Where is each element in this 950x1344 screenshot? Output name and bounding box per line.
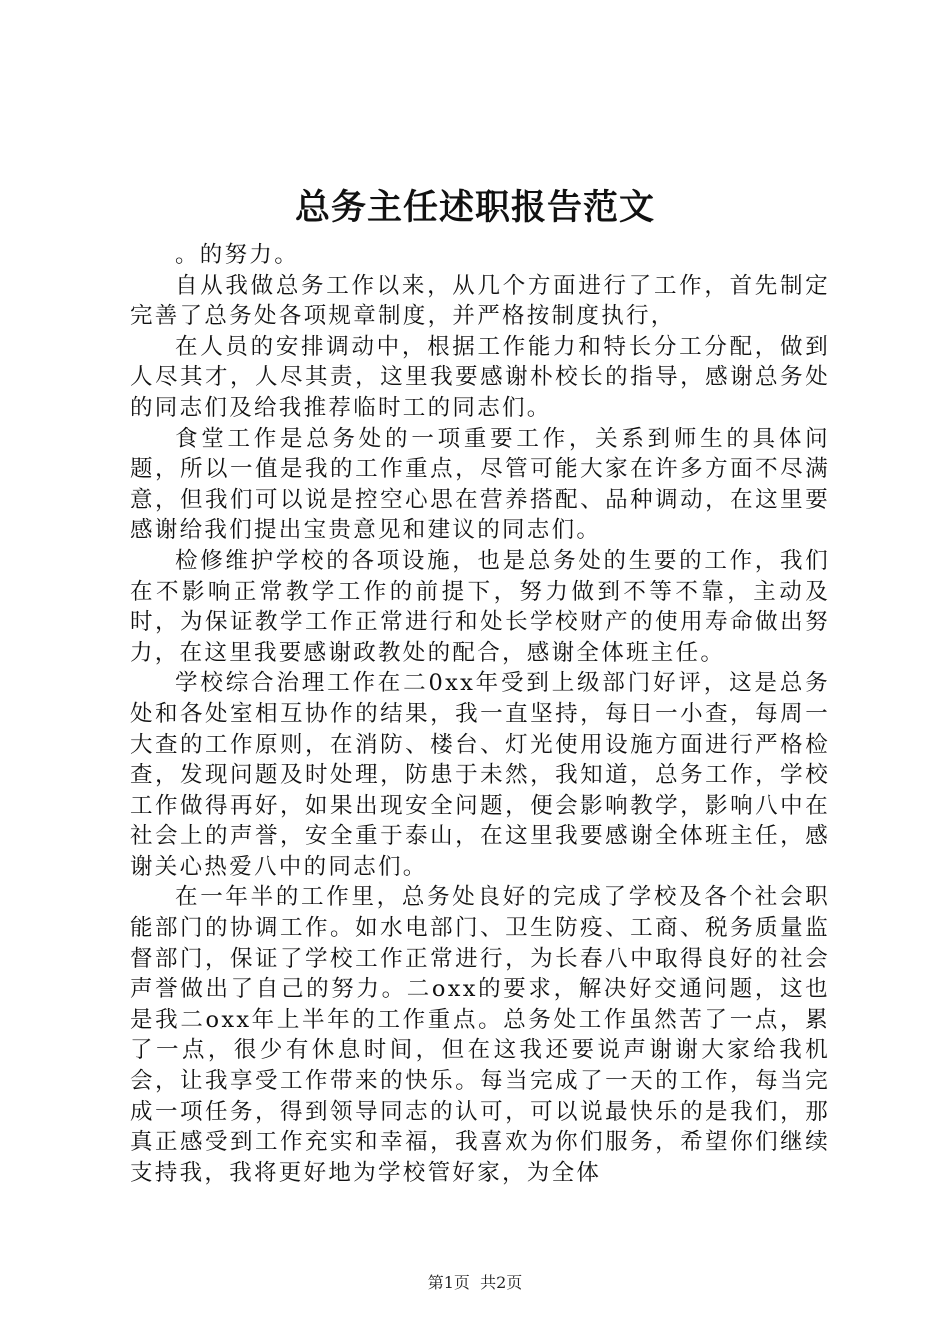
paragraph: 自从我做总务工作以来，从几个方面进行了工作，首先制定完善了总务处各项规章制度，并严格按制度执行， bbox=[130, 272, 830, 330]
paragraph: 检修维护学校的各项设施，也是总务处的生要的工作，我们在不影响正常教学工作的前提下，努力做到不等不靠，主动及时，为保证教学工作正常进行和处长学校财产的使用寿命做出努力，在这里我要感谢政教处的配合，感谢全体班主任。 bbox=[130, 547, 830, 666]
paragraph: 食堂工作是总务处的一项重要工作，关系到师生的具体问题，所以一值是我的工作重点，尽管可能大家在许多方面不尽满意，但我们可以说是控空心思在营养搭配、品种调动，在这里要感谢给我们提出宝贵意见和建议的同志们。 bbox=[130, 425, 830, 544]
paragraph: 学校综合治理工作在二0xx年受到上级部门好评，这是总务处和各处室相互协作的结果，我一直坚持，每日一小查，每周一大查的工作原则，在消防、楼台、灯光使用设施方面进行严格检查，发现问题及时处理，防患于未然，我知道，总务工作，学校工作做得再好，如果出现安全问题，便会影响教学，影响八中在社会上的声誉，安全重于泰山，在这里我要感谢全体班主任，感谢关心热爱八中的同志们。 bbox=[130, 670, 830, 880]
document-body bbox=[130, 240, 830, 1188]
paragraph: 在人员的安排调动中，根据工作能力和特长分工分配，做到人尽其才，人尽其责，这里我要感谢朴校长的指导，感谢总务处的同志们及给我推荐临时工的同志们。 bbox=[130, 333, 830, 421]
page-indicator: 第1页 共2页 bbox=[427, 1273, 523, 1292]
paragraph: 。的努力。 bbox=[175, 242, 300, 268]
page-footer bbox=[0, 1272, 950, 1294]
paragraph: 在一年半的工作里，总务处良好的完成了学校及各个社会职能部门的协调工作。如水电部门、卫生防疫、工商、税务质量监督部门，保证了学校工作正常进行，为长春八中取得良好的社会声誉做出了自己的努力。二oxx的要求，解决好交通问题，这也是我二oxx年上半年的工作重点。总务处工作虽然苦了一点，累了一点，很少有休息时间，但在这我还要说声谢谢大家给我机会，让我享受工作带来的快乐。每当完成了一天的工作，每当完成一项任务，得到领导同志的认可，可以说最快乐的是我们，那真正感受到工作充实和幸福，我喜欢为你们服务，希望你们继续支持我，我将更好地为学校管好家，为全体 bbox=[130, 884, 830, 1186]
document-title: 总务主任述职报告范文 bbox=[294, 187, 655, 228]
